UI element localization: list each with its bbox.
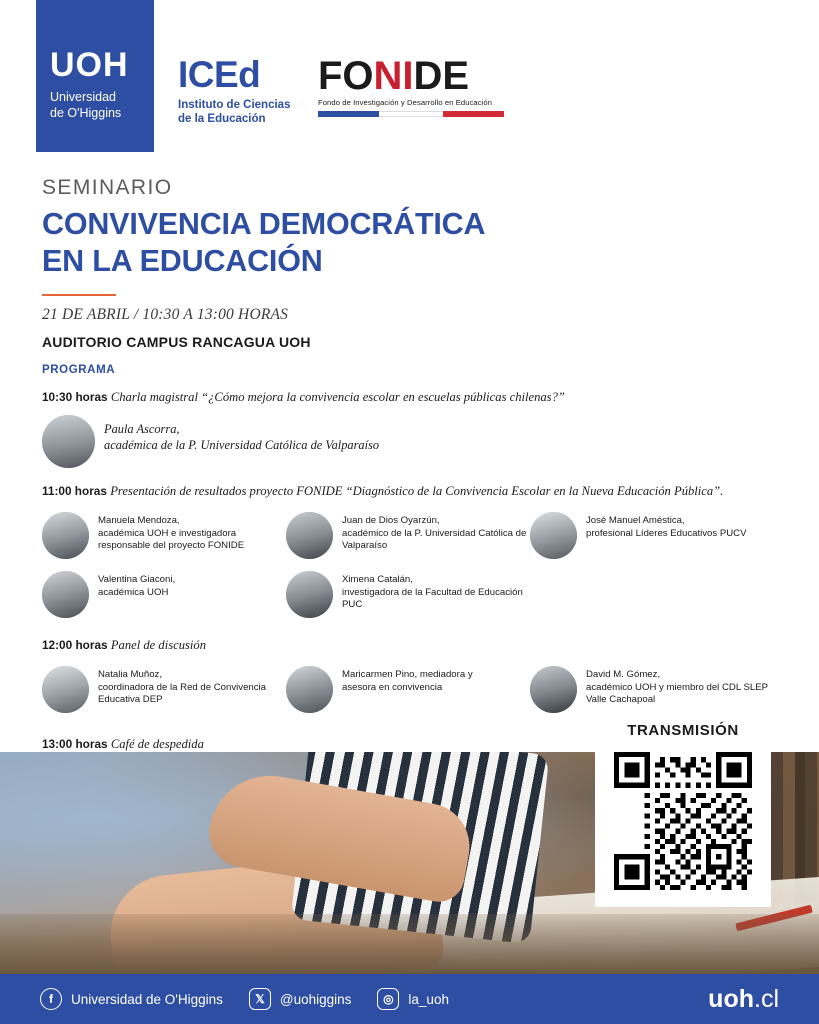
person-name: Manuela Mendoza, xyxy=(98,514,180,526)
person xyxy=(530,666,774,713)
fonide-part-3: DE xyxy=(413,54,470,98)
program-entry xyxy=(42,482,777,500)
kicker-seminario: SEMINARIO xyxy=(42,176,173,199)
iced-logo-subtitle-line2: de la Educación xyxy=(178,113,266,126)
program-block xyxy=(42,636,777,713)
iced-logo-subtitle-line1: Instituto de Ciencias xyxy=(178,99,291,111)
footer xyxy=(0,974,819,1024)
person xyxy=(286,571,530,618)
person-name: Natalia Muñoz, xyxy=(98,669,162,681)
header xyxy=(0,0,819,152)
fonide-part-2: NI xyxy=(373,54,414,98)
person xyxy=(530,512,774,559)
person xyxy=(42,512,286,559)
avatar xyxy=(530,512,577,559)
x-twitter-icon: 𝕏 xyxy=(249,988,271,1010)
avatar xyxy=(286,512,333,559)
person-role: académica de la P. Universidad Católica de Valparaíso xyxy=(104,438,380,453)
transmission-title: TRANSMISIÓN xyxy=(627,722,739,739)
avatar xyxy=(530,666,577,713)
fonide-logo xyxy=(318,56,504,117)
uoh-logo xyxy=(36,0,154,152)
person-text xyxy=(342,666,473,694)
iced-logo-subtitle xyxy=(178,98,290,127)
facebook-icon: f xyxy=(40,988,62,1010)
fonide-part-1: FO xyxy=(318,54,374,98)
people-row xyxy=(42,571,777,618)
footer-instagram-label: la_uoh xyxy=(408,991,449,1007)
avatar xyxy=(286,666,333,713)
person-name: Ximena Catalán, xyxy=(342,573,413,585)
page-title-line1: CONVIVENCIA DEMOCRÁTICA xyxy=(42,207,486,241)
person-role: profesional Líderes Educativos PUCV xyxy=(586,527,747,539)
person-text xyxy=(586,512,747,540)
iced-logo-wordmark: ICEd xyxy=(178,54,261,95)
program-description: Panel de discusión xyxy=(110,637,206,652)
person-text xyxy=(586,666,774,707)
qr-code-icon[interactable] xyxy=(609,747,757,895)
person-text xyxy=(98,666,286,707)
program-block xyxy=(42,482,777,618)
avatar xyxy=(42,512,89,559)
program-hour: 12:00 horas xyxy=(42,637,111,652)
avatar xyxy=(42,571,89,618)
footer-instagram[interactable] xyxy=(377,988,449,1010)
people-row xyxy=(42,512,777,559)
person xyxy=(42,571,286,618)
page-title xyxy=(42,206,777,280)
program-entry xyxy=(42,636,777,654)
avatar xyxy=(42,415,95,468)
person-name: Paula Ascorra, xyxy=(104,421,180,436)
program-description: Café de despedida xyxy=(110,737,204,752)
person xyxy=(42,415,602,468)
person-text xyxy=(342,571,530,612)
uoh-logo-subtitle-line2: de O'Higgins xyxy=(50,105,122,120)
person-role: académica UOH e investigadora responsable del proyecto FONIDE xyxy=(98,527,245,552)
person-role: investigadora de la Facultad de Educación PUC xyxy=(342,586,523,611)
person-text xyxy=(98,571,175,599)
footer-x[interactable] xyxy=(249,988,352,1010)
person-role: académico de la P. Universidad Católica de Valparaíso xyxy=(342,527,527,552)
program-block xyxy=(42,388,777,467)
uoh-logo-wordmark: UOH xyxy=(50,46,129,84)
fonide-flag-bar xyxy=(318,111,504,117)
program-hour: 10:30 horas xyxy=(42,390,111,405)
footer-website-tld: .cl xyxy=(754,984,779,1013)
person-placeholder xyxy=(530,571,774,618)
person-name: David M. Gómez, xyxy=(586,669,661,681)
program-hour: 11:00 horas xyxy=(42,483,111,498)
person-name: Valentina Giaconi, xyxy=(98,573,176,585)
people-row xyxy=(42,666,777,713)
person-text xyxy=(98,512,286,553)
uoh-logo-subtitle-line1: Universidad xyxy=(50,90,117,104)
person-text xyxy=(342,512,530,553)
people-row xyxy=(42,415,777,468)
person-name: Maricarmen Pino, mediadora y xyxy=(342,669,473,681)
instagram-icon: ◎ xyxy=(377,988,399,1010)
person-role: académica UOH xyxy=(98,586,169,598)
avatar xyxy=(42,666,89,713)
footer-facebook-label: Universidad de O'Higgins xyxy=(71,991,223,1007)
page-title-line2: EN LA EDUCACIÓN xyxy=(42,244,323,279)
program-entry xyxy=(42,388,777,406)
footer-facebook[interactable] xyxy=(40,988,223,1010)
person xyxy=(286,512,530,559)
footer-x-label: @uohiggins xyxy=(279,991,352,1007)
fonide-logo-wordmark xyxy=(318,56,504,96)
person-text xyxy=(104,415,379,454)
programa-label: PROGRAMA xyxy=(42,364,116,377)
program-hour: 13:00 horas xyxy=(42,737,111,752)
iced-logo xyxy=(178,56,290,127)
person xyxy=(42,666,286,713)
person-name: José Manuel Améstica, xyxy=(586,514,685,526)
title-divider xyxy=(42,294,116,296)
fonide-logo-subtitle: Fondo de Investigación y Desarrollo en Educación xyxy=(318,98,493,107)
transmission-card xyxy=(595,712,771,907)
program-description: Presentación de resultados proyecto FONIDE “Diagnóstico de la Convivencia Escolar en la Nueva Educación Pública”. xyxy=(110,483,724,498)
main-content xyxy=(0,176,819,753)
footer-website-bold: uoh xyxy=(708,984,754,1013)
person xyxy=(286,666,530,713)
avatar xyxy=(286,571,333,618)
program-description: Charla magistral “¿Cómo mejora la convivencia escolar en escuelas públicas chilenas?” xyxy=(110,390,565,405)
person-role: académico UOH y miembro del CDL SLEP Valle Cachapoal xyxy=(586,681,768,706)
event-date: 21 DE ABRIL / 10:30 A 13:00 HORAS xyxy=(42,306,289,324)
event-venue: AUDITORIO CAMPUS RANCAGUA UOH xyxy=(42,334,311,351)
person-name: Juan de Dios Oyarzún, xyxy=(342,514,440,526)
person-role: asesora en convivencia xyxy=(342,681,443,693)
person-role: coordinadora de la Red de Convivencia Educativa DEP xyxy=(98,681,266,706)
footer-website[interactable] xyxy=(708,985,779,1014)
uoh-logo-subtitle xyxy=(50,90,154,121)
